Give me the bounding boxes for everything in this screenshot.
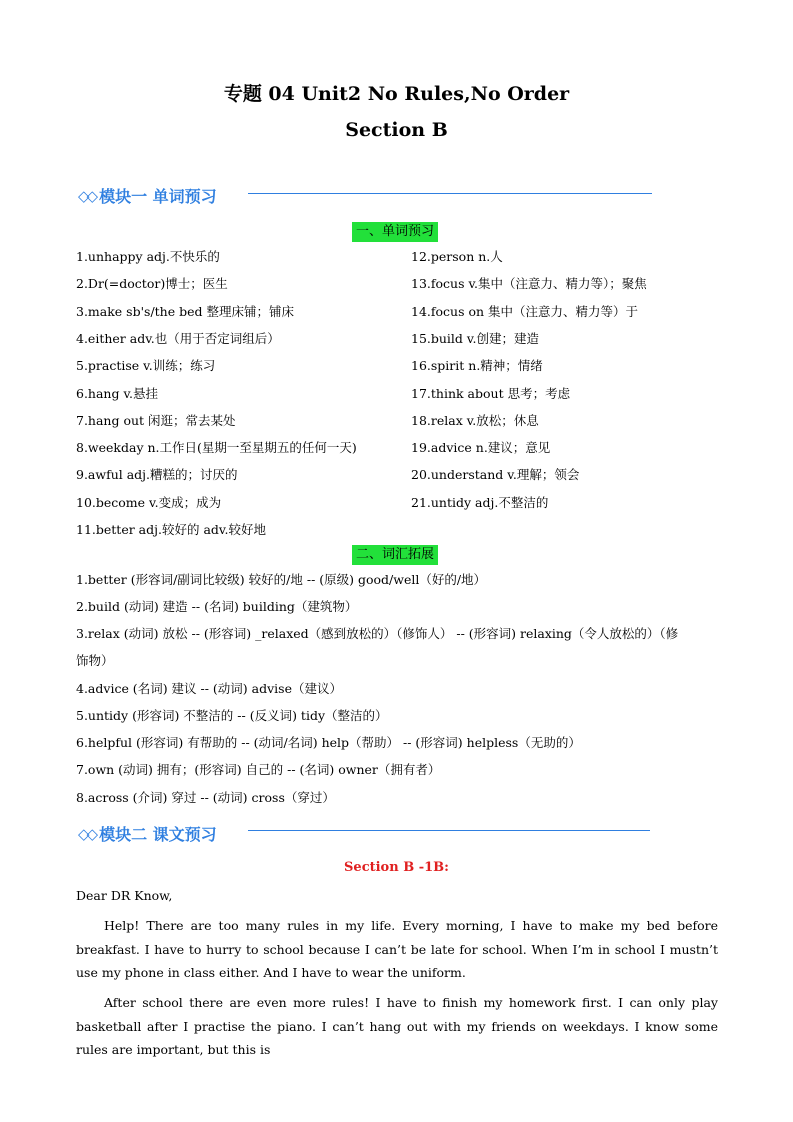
vocab-item: 8.weekday n.工作日(星期一至星期五的任何一天) (76, 440, 357, 456)
vocab-item: 1.unhappy adj.不快乐的 (76, 249, 220, 264)
vocab-item: 20.understand v.理解；领会 (411, 467, 580, 483)
diamond-arrow-icon: ◇◇ (78, 186, 96, 205)
vocab-item: 15.build v.创建；建造 (411, 330, 539, 346)
vocab-item: 14.focus on 集中（注意力、精力等）于 (411, 303, 639, 319)
expansion-line: 3.relax (动词) 放松 -- (形容词) _relaxed（感到放松的）（修饰人） -- (形容词) relaxing（令人放松的）（修 (76, 626, 679, 641)
vocab-item: 2.Dr(=doctor)博士；医生 (76, 276, 228, 292)
module2-divider (248, 830, 650, 831)
reading-section-title: Section B -1B: (344, 860, 449, 875)
vocab-item: 10.become v.变成；成为 (76, 494, 222, 510)
vocab-item: 21.untidy adj.不整洁的 (411, 494, 549, 510)
letter-paragraph-2 (76, 991, 718, 1062)
expansion-line: 5.untidy (形容词) 不整洁的 -- (反义词) tidy（整洁的） (76, 708, 388, 723)
letter-salutation: Dear DR Know, (76, 888, 173, 903)
vocab-item: 19.advice n.建议；意见 (411, 440, 551, 456)
vocab-item: 11.better adj.较好的 adv.较好地 (76, 522, 266, 537)
expansion-line: 8.across (介词) 穿过 -- (动词) cross（穿过） (76, 790, 335, 805)
module2-header (78, 822, 217, 845)
expansion-line: 6.helpful (形容词) 有帮助的 -- (动词/名词) help（帮助） -- (形容词) helpless（无助的） (76, 735, 581, 750)
vocab-item: 5.practise v.训练；练习 (76, 358, 216, 374)
expansion-line: 饰物） (76, 653, 114, 668)
expansion-line: 2.build (动词) 建造 -- (名词) building（建筑物） (76, 599, 358, 614)
vocab-badge: 一、单词预习 (352, 222, 438, 242)
letter-paragraph-1 (76, 914, 718, 985)
diamond-arrow-icon: ◇◇ (78, 824, 96, 843)
paragraph-text: After school there are even more rules! I have to finish my homework first. I can only play basketball after I practise the piano. I can’t hang out with my friends on weekdays. I know some rules are important, but this is (76, 995, 718, 1057)
module1-header (78, 184, 217, 207)
doc-subtitle: Section B (345, 119, 448, 141)
module2-title: 模块二 课文预习 (99, 825, 217, 844)
expansion-line: 7.own (动词) 拥有；(形容词) 自己的 -- (名词) owner（拥有者） (76, 762, 441, 777)
vocab-item: 6.hang v.悬挂 (76, 385, 159, 401)
paragraph-text: Help! There are too many rules in my life. Every morning, I have to make my bed before breakfast. I have to hurry to school because I can’t be late for school. When I’m in school I mustn’t use my phone in class either. And I have to wear the uniform. (76, 918, 718, 980)
doc-title: 专题 04 Unit2 No Rules,No Order (223, 83, 570, 105)
expansion-badge: 二、词汇拓展 (352, 545, 438, 565)
vocab-item: 12.person n.人 (411, 249, 503, 264)
vocab-item: 16.spirit n.精神；情绪 (411, 358, 543, 374)
module1-divider (248, 193, 652, 194)
module1-title: 模块一 单词预习 (99, 187, 217, 206)
vocab-item: 3.make sb's/the bed 整理床铺；铺床 (76, 303, 294, 319)
vocab-item: 18.relax v.放松；休息 (411, 412, 539, 428)
vocab-item: 13.focus v.集中（注意力、精力等）；聚焦 (411, 276, 647, 292)
expansion-line: 1.better (形容词/副词比较级) 较好的/地 -- (原级) good/well（好的/地） (76, 572, 487, 587)
vocab-item: 4.either adv.也（用于否定词组后） (76, 330, 280, 346)
vocab-item: 7.hang out 闲逛；常去某处 (76, 412, 236, 428)
vocab-item: 17.think about 思考；考虑 (411, 385, 571, 401)
vocab-item: 9.awful adj.糟糕的；讨厌的 (76, 467, 238, 483)
expansion-line: 4.advice (名词) 建议 -- (动词) advise（建议） (76, 681, 342, 696)
